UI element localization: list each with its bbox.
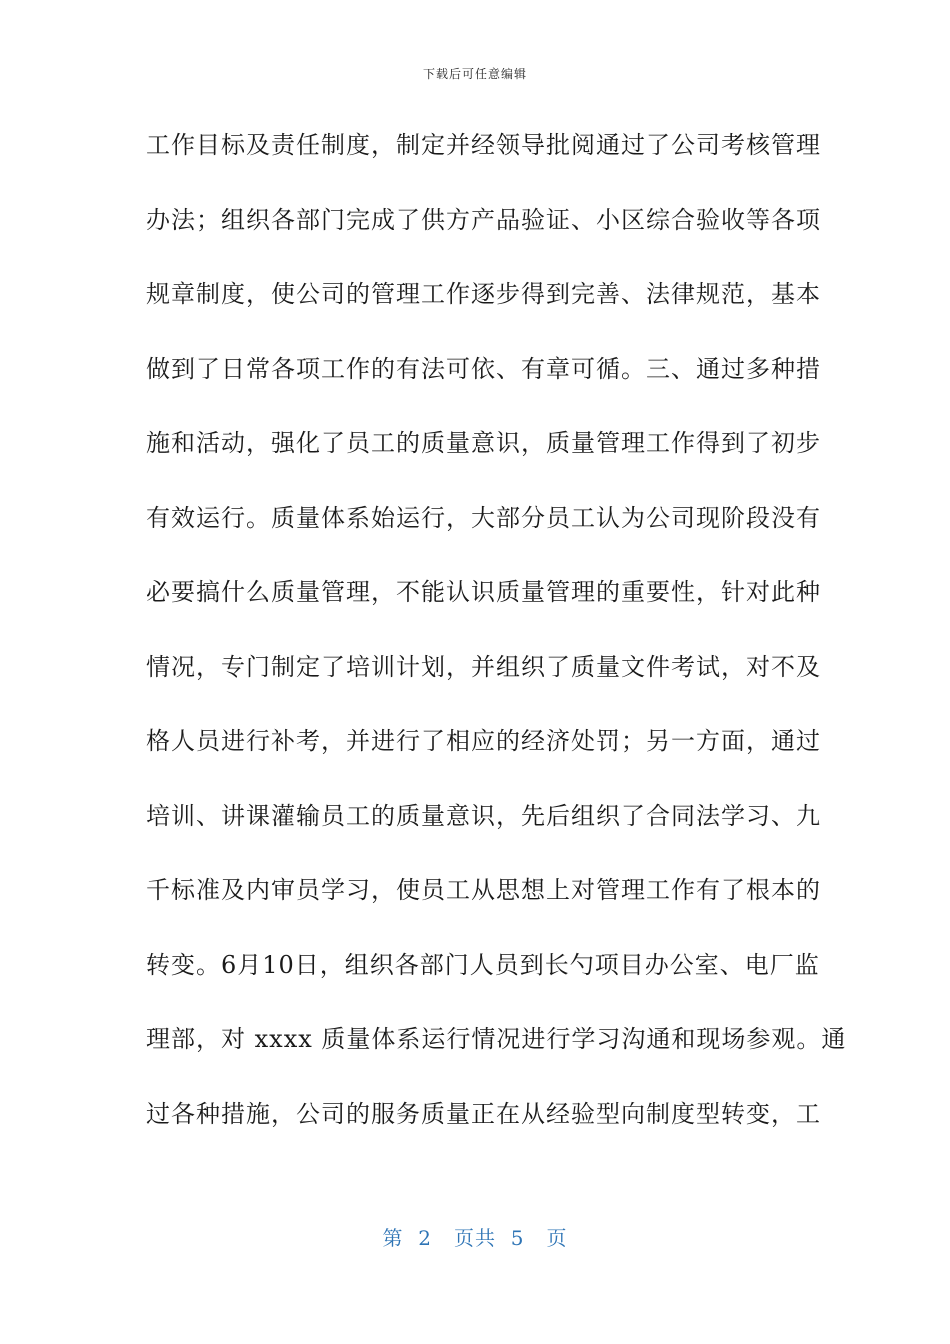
body-line: 情况，专门制定了培训计划，并组织了质量文件考试，对不及 [146,652,821,681]
body-line: 千标准及内审员学习，使员工从思想上对管理工作有了根本的 [146,876,821,904]
body-line: 格人员进行补考，并进行了相应的经济处罚；另一方面，通过 [146,727,821,755]
page-number-footer: 第 2 页共 5 页 [382,1226,568,1250]
body-line: 过各种措施，公司的服务质量正在从经验型向制度型转变，工 [146,1099,821,1128]
body-line: 工作目标及责任制度，制定并经领导批阅通过了公司考核管理 [146,131,821,159]
header-note: 下载后可任意编辑 [422,67,527,81]
body-line: 做到了日常各项工作的有法可依、有章可循。三、通过多种措 [146,354,821,383]
body-line: 施和活动，强化了员工的质量意识，质量管理工作得到了初步 [146,429,821,457]
body-line: 有效运行。质量体系始运行，大部分员工认为公司现阶段没有 [146,503,821,532]
body-line: 培训、讲课灌输员工的质量意识，先后组织了合同法学习、九 [146,801,821,830]
body-line: 办法；组织各部门完成了供方产品验证、小区综合验收等各项 [146,205,821,234]
body-line: 规章制度，使公司的管理工作逐步得到完善、法律规范，基本 [146,280,821,308]
body-line: 转变。6月10日，组织各部门人员到长勺项目办公室、电厂监 [146,950,820,979]
document-body [146,126,847,1169]
body-line: 必要搞什么质量管理，不能认识质量管理的重要性，针对此种 [146,578,821,606]
body-line: 理部，对 xxxx 质量体系运行情况进行学习沟通和现场参观。通 [146,1025,847,1053]
